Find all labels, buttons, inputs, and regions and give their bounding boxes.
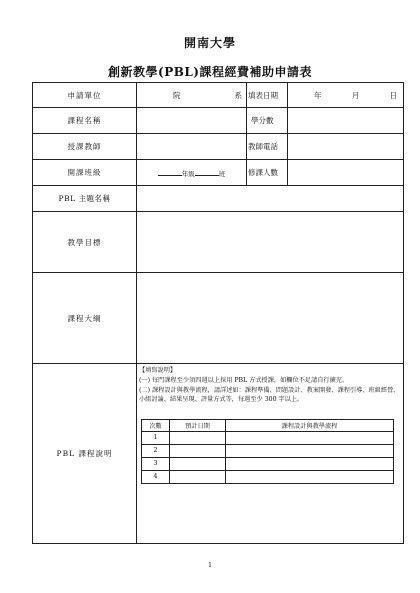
schedule-row bbox=[142, 470, 394, 483]
schedule-row-number: 2 bbox=[142, 444, 170, 457]
teacher-label: 授課教師 bbox=[33, 134, 137, 160]
objectives-row bbox=[33, 212, 404, 273]
unit-row bbox=[33, 83, 404, 108]
grade-suffix: 年級 bbox=[181, 169, 195, 178]
course-name-row bbox=[33, 108, 404, 134]
university-name: 開南大學 bbox=[183, 36, 236, 50]
form-title: 創新教學(PBL)課程經費補助申請表 bbox=[108, 65, 312, 79]
credits-label: 學分數 bbox=[247, 108, 288, 134]
class-row bbox=[33, 160, 404, 186]
schedule-row bbox=[142, 457, 394, 470]
syllabus-field[interactable] bbox=[137, 273, 404, 364]
page-number: 1 bbox=[208, 562, 212, 569]
instruction-item-2: (二) 課程設計與教學流程，請詳述如：課程準備、問題設計、教案開發、課程引導、班級經營、小組討論、結果呈現、評量方式等，每週至少 300 字以上。 bbox=[139, 386, 400, 403]
year-suffix: 年 bbox=[314, 90, 322, 100]
schedule-header-date: 預計日期 bbox=[170, 419, 226, 431]
credits-field[interactable] bbox=[288, 108, 404, 134]
course-name-label: 課程名稱 bbox=[33, 108, 137, 134]
schedule-header-count: 次數 bbox=[142, 419, 170, 431]
teacher-phone-field[interactable] bbox=[288, 134, 404, 160]
schedule-header-flow: 課程設計與教學流程 bbox=[226, 419, 394, 431]
pbl-desc-label: PBL 課程說明 bbox=[33, 364, 137, 544]
schedule-date-cell[interactable] bbox=[170, 457, 226, 470]
instructions bbox=[137, 364, 403, 405]
schedule-row-number: 1 bbox=[142, 431, 170, 444]
fill-date-field[interactable] bbox=[288, 83, 404, 108]
schedule-flow-cell[interactable] bbox=[226, 444, 394, 457]
enrollment-label: 修課人數 bbox=[247, 160, 288, 186]
teacher-row bbox=[33, 134, 404, 160]
topic-row bbox=[33, 186, 404, 212]
application-form-table bbox=[32, 82, 404, 544]
objectives-label: 教學目標 bbox=[33, 212, 137, 273]
instructions-heading: 【填寫說明】 bbox=[139, 367, 177, 374]
enrollment-field[interactable] bbox=[288, 160, 404, 186]
teacher-field[interactable] bbox=[137, 134, 247, 160]
class-label: 開課班級 bbox=[33, 160, 137, 186]
schedule-row-number: 3 bbox=[142, 457, 170, 470]
fill-date-label: 填表日期 bbox=[247, 83, 288, 108]
topic-label: PBL 主題名稱 bbox=[33, 186, 137, 212]
dept-suffix: 系 bbox=[234, 90, 242, 100]
course-name-field[interactable] bbox=[137, 108, 247, 134]
pbl-desc-row bbox=[33, 364, 404, 544]
schedule-date-cell[interactable] bbox=[170, 444, 226, 457]
schedule-date-cell[interactable] bbox=[170, 470, 226, 483]
month-suffix: 月 bbox=[351, 90, 360, 100]
topic-field[interactable] bbox=[137, 186, 404, 212]
class-suffix: 班 bbox=[218, 169, 226, 178]
schedule-flow-cell[interactable] bbox=[226, 457, 394, 470]
day-suffix: 日 bbox=[389, 90, 397, 100]
schedule-row bbox=[142, 444, 394, 457]
teacher-phone-label: 教師電話 bbox=[247, 134, 288, 160]
unit-label: 申請單位 bbox=[33, 83, 137, 108]
schedule-flow-cell[interactable] bbox=[226, 470, 394, 483]
instruction-item-1: (一) 每門課程至少須四週以上採用 PBL 方式授課，如欄位不足請自行擴充。 bbox=[139, 376, 349, 384]
schedule-flow-cell[interactable] bbox=[226, 431, 394, 444]
syllabus-row bbox=[33, 273, 404, 364]
schedule-header-row bbox=[142, 419, 394, 431]
pbl-desc-cell bbox=[137, 364, 404, 544]
schedule-table bbox=[141, 419, 394, 484]
schedule-row bbox=[142, 431, 394, 444]
objectives-field[interactable] bbox=[137, 212, 404, 273]
schedule-date-cell[interactable] bbox=[170, 431, 226, 444]
syllabus-label: 課程大綱 bbox=[33, 273, 137, 364]
schedule-row-number: 4 bbox=[142, 470, 170, 483]
unit-field[interactable] bbox=[137, 83, 247, 108]
class-field[interactable] bbox=[137, 160, 247, 186]
college-suffix: 院 bbox=[173, 90, 181, 100]
